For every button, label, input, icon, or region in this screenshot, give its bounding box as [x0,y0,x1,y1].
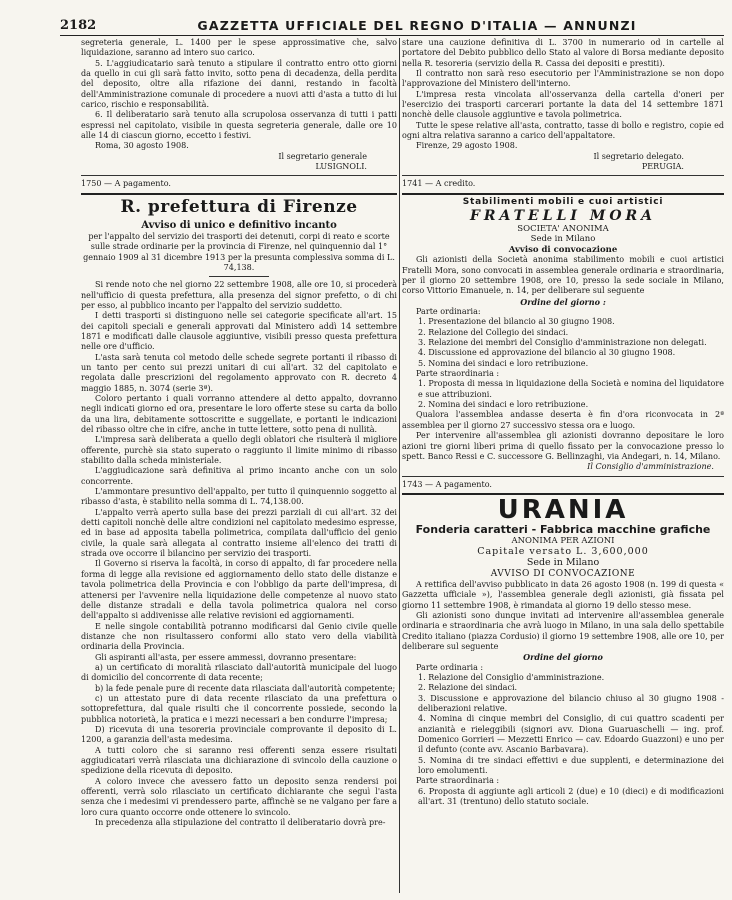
right-intro-para-1: Il contratto non sarà reso esecutorio per l'Amministrazione se non dopo l'approvazione del Ministero dell'interno. [402,69,724,89]
body-para: c) un attestato pure di data recente rilasciato da una prefettura o sottoprefettura, dal quale risulti che il concorrente possiede, secondo la pubblica notorietà, la pratica e i mezzi necessari a ben condurre l'impresa; [81,693,397,724]
body-para: b) la fede penale pure di recente data rilasciata dall'autorità competente; [95,683,396,693]
body-para: A coloro invece che avessero fatto un deposito senza rendersi poi offerenti, verrà solo rilasciato un certificato dichiarante che seguì l'asta senza che i medesimi vi prendessero parte, affinchè se ne valgano per fare a loro cura quanto occorre onde ottenere lo svincolo. [81,776,397,817]
mora-closing: Per intervenire all'assemblea gli azionisti dovranno depositare le loro azioni tre giorni liberi prima di quello fissato per la convocazione presso lo spett. Banco Ressi e C. successore G. Bellinzaghi, via Andegari, n. 14, Milano. [402,431,724,461]
left-signature-role: Il segretario generale [278,151,367,161]
divider [81,175,397,176]
list-item: 3. Discussione e approvazione del bilancio chiuso al 30 giugno 1908 - deliberazioni relative. [418,693,724,713]
right-intro-para-0: stare una cauzione definitiva di L. 3700 in numerario od in cartelle al portatore del Debito pubblico dello Stato al valore di Borsa mediante deposito nella R. tesoreria (servizio della R. Cassa dei depositi e prestiti). [402,38,724,68]
list-item: 2. Nomina dei sindaci e loro retribuzione. [418,400,589,410]
fonderia-subtitle: Fonderia caratteri - Fabbrica macchine grafiche [415,522,711,536]
page-number: 2182 [60,18,97,33]
body-para: A tutti coloro che si saranno resi offerenti senza essere risultati aggiudicatari verrà rilasciata una dichiarazione di svincolo della cauzione o spedizione della ricevuta di deposito. [81,745,397,776]
left-intro-para-0: segreteria generale, L. 1400 per le spese approssimative che, salvo liquidazione, saranno ad intero suo carico. [81,38,397,58]
body-para: Il Governo si riserva la facoltà, in corso di appalto, di far procedere nella forma di legge alla revisione ed aggiornamento dello stato delle distanze e tavola polimetrica della Provincia e con l'obbligo da parte dell'impresa, di attenersi per l'avvenire nella liquidazione delle competenze al nuovo stato delle distanze stradali e della tavola polimetrica qualora nel corso dell'appalto si addivenisse alle relative revisioni ed aggiornamenti. [81,559,397,621]
mora-para: Gli azionisti della Società anonima stabilimento mobili e cuoi artistici Fratelli Mora, sono convocati in assemblea generale ordinaria e straordinaria, per il giorno 20 settembre 1908, ore 10, presso la sede sociale in Milano, corso Vittorio Emanuele, n. 14, per deliberare sul seguente [402,255,724,296]
list-item: 5. Nomina di tre sindaci effettivi e due supplenti, e determinazione dei loro emolumenti. [418,755,724,776]
list-item: 1. Relazione del Consiglio d'amministrazione. [418,672,605,682]
body-para: D) ricevuta di una tesoreria provinciale comprovante il deposito di L. 1200, a garanzia dell'asta medesima. [81,724,397,745]
right-note-2 [402,480,724,490]
body-para: L'impresa sarà deliberata a quello degli oblatori che risulterà il migliore offerente, purchè sia stato superato o raggiunto il limite minimo di ribasso stabilito dalla scheda ministeriale. [81,435,397,466]
right-intro-para-3: Tutte le spese relative all'asta, contratto, tasse di bollo e registro, copie ed ogni altra relativa saranno a carico dell'appaltatore. [402,120,724,141]
note-number: 1743 [402,479,423,489]
left-signature-name: LUSIGNOLI. [315,162,367,172]
prefettura-title: R. prefettura di Firenze [120,196,358,217]
avviso-subtitle: per l'appalto del servizio dei trasporti dei detenuti, corpi di reato e scorte sulle strade ordinarie per la provincia di Firenze, nel quinquennio dal 1° gennaio 1909 al 31 dicembre 1913 per la presunta complessiva somma di L. 74,138. [83,231,395,272]
divider [402,175,724,176]
body-para: Si rende noto che nel giorno 22 settembre 1908, alle ore 10, si procederà nell'ufficio di questa prefettura, alla presenza del signor prefetto, o di chi per esso, al pubblico incanto per l'appalto del servizio suddetto. [81,280,397,310]
body-para: I detti trasporti si distinguono nelle sei categorie specificate all'art. 15 dei capitoli speciali e generali approvati dal Ministero addì 14 settembre 1871 e modificati dalle clausole aggiuntive, visibili presso questa prefettura nelle ore d'ufficio. [81,311,397,352]
mora-str-list [402,379,724,410]
left-intro-para-2: 6. Il deliberatario sarà tenuto alla scrupolosa osservanza di tutti i patti espressi nel capitolato, visibile in questa segreteria generale, dalle ore 10 alle 14 di ciascun giorno, eccetto i festivi. [81,110,397,141]
body-para: Gli aspiranti all'asta, per essere ammessi, dovranno presentare: [95,652,357,662]
list-item: 4. Nomina di cinque membri del Consiglio, di cui quattro scadenti per anzianità e rieleggibili (signori avv. Diona Guaruaschelli — ing. prof. Domenico Gorrieri — Mezzetti Enrico — cav. Edoardo Guazzoni) e uno per il defunto (conte avv. Ascanio Barbavara). [418,714,724,755]
note-text: — A pagamento. [104,179,171,189]
left-note [81,179,397,189]
right-signature-name: PERUGIA. [641,162,684,172]
short-divider [209,276,269,277]
ur-sede: Sede in Milano [526,557,600,569]
ur-ord-title: Ordine del giorno [523,652,603,663]
list-item: 1. Proposta di messa in liquidazione della Società e nomina del liquidatore e sue attribuzioni. [418,379,724,399]
ur-avviso: AVVISO DI CONVOCAZIONE [490,568,636,579]
page-header [60,14,724,36]
mora-soc: SOCIETA' ANONIMA [517,223,609,234]
mora-ordinaria: Parte ordinaria: [416,307,481,317]
mora-sede: Sede in Milano [530,234,596,245]
column-divider [399,38,400,893]
right-note [402,179,724,189]
ur-str-list [402,787,724,808]
list-item: 1. Presentazione del bilancio al 30 giugno 1908. [418,317,615,327]
list-item: 2. Relazione del Collegio dei sindaci. [418,327,569,337]
body-para: In precedenza alla stipulazione del contratto il deliberatario dovrà pre- [95,818,386,828]
divider [402,476,724,477]
note-number: 1750 [81,179,102,189]
mora-name: FRATELLI MORA [469,207,657,224]
left-date-line: Roma, 30 agosto 1908. [95,141,189,151]
capitale: Capitale versato L. 3,600,000 [477,546,649,558]
ur-para: A rettifica dell'avviso pubblicato in data 26 agosto 1908 (n. 199 di questa « Gazzetta ufficiale »), l'assemblea generale degli azionisti, già fissata pel giorno 11 settembre 1908, è rimandata al giorno 19 dello stesso mese. [402,579,724,610]
left-column [81,38,397,893]
body-para: L'appalto verrà aperto sulla base dei prezzi parziali di cui all'art. 32 dei detti capitoli nonchè delle altre condizioni nel capitolato medesimo espresse, ed in base ad apposita tabella polimetrica, compilata dall'ufficio del genio civile, la quale sarà allegata al contratto insieme all'elenco dei tratti di strada ove occorre il bilancino per servizio dei trasporti. [81,507,397,559]
body-para: Coloro pertanto i quali vorranno attendere al detto appalto, dovranno negli indicati giorno ed ora, presentare le loro offerte stese su carta da bollo da una lira, debitamente sottoscritte e suggellate, e portanti le indicazioni del ribasso oltre che in cifre, anche in tutte lettere, sotto pena di nullità. [81,393,397,434]
body-para: a) un certificato di moralità rilasciato dall'autorità municipale del luogo di domicilio del concorrente di data recente; [81,662,397,683]
right-column [402,38,724,893]
avviso-title: Avviso di unico e definitivo incanto [141,219,337,231]
ur-ordinaria: Parte ordinaria : [416,662,484,672]
divider [81,193,397,195]
mora-heading: Stabilimenti mobili e cuoi artistici [462,196,664,207]
right-date-line: Firenze, 29 agosto 1908. [416,141,518,151]
body-para: E nelle singole contabilità potranno modificarsi dal Genio civile quelle distanze che non risultassero conformi allo stato vero della viabilità ordinaria della Provincia. [81,621,397,652]
list-item: 5. Nomina dei sindaci e loro retribuzione. [418,358,589,368]
gazette-title: GAZZETTA UFFICIALE DEL REGNO D'ITALIA — ANNUNZI [197,18,637,33]
left-intro-para-1: 5. L'aggiudicatario sarà tenuto a stipulare il contratto entro otto giorni da quello in cui gli sarà fatto invito, sotto pena di decadenza, della perdita del deposito, oltre alla rifazione dei danni, restando in facoltà dell'Amministrazione comunale di procedere a nuovi atti d'asta a tutto di lui carico, rischio e responsabilità. [81,58,397,110]
list-item: 3. Relazione dei membri del Consiglio d'amministrazione non delegati. [418,338,707,348]
mora-signature: Il Consiglio d'amministrazione. [587,462,714,472]
list-item: 2. Relazione dei sindaci. [418,683,518,693]
anonima: ANONIMA PER AZIONI [511,535,615,546]
mora-ord-list [402,317,724,369]
mora-closing: Qualora l'assemblea andasse deserta è fin d'ora riconvocata in 2ª assemblea per il giorno 27 successivo stessa ora e luogo. [402,410,724,430]
note-text: — A credito. [425,179,476,189]
ur-ord-list [402,673,724,776]
mora-avviso: Avviso di convocazione [508,244,618,255]
right-signature-role: Il segretario delegato. [593,151,684,161]
urania-title: URANIA [497,494,629,525]
divider [402,193,724,195]
body-para: L'aggiudicazione sarà definitiva al primo incanto anche con un solo concorrente. [81,466,397,486]
list-item: 4. Discussione ed approvazione del bilancio al 30 giugno 1908. [418,348,676,358]
body-para: L'ammontare presuntivo dell'appalto, per tutto il quinquennio soggetto al ribasso d'asta, è stabilito nella somma di L. 74,138.00. [81,487,397,507]
right-intro-para-2: L'impresa resta vincolata all'osservanza della cartella d'oneri per l'esercizio dei trasporti carcerari portante la data del 14 settembre 1871 nonchè delle clausole aggiuntive e tavola polimetrica. [402,89,724,120]
list-item: 6. Proposta di aggiunte agli articoli 2 (due) e 10 (dieci) e di modificazioni all'art. 31 (trentuno) dello statuto sociale. [418,786,724,807]
ur-para: Gli azionisti sono dunque invitati ad intervenire all'assemblea generale ordinaria e straordinaria che avrà luogo in Milano, in una sala dello spettabile Credito italiano (piazza Cordusio) il giorno 19 settembre 1908, alle ore 10, per deliberare sul seguente [402,610,724,651]
note-number: 1741 [402,179,423,189]
mora-straordinaria: Parte straordinaria : [416,369,500,379]
mora-ord-title: Ordine del giorno : [520,296,606,307]
ur-straordinaria: Parte straordinaria : [416,776,500,786]
body-para: L'asta sarà tenuta col metodo delle schede segrete portanti il ribasso di un tanto per cento sui prezzi unitari di cui all'art. 32 del capitolato e regolata dalle prescrizioni del regolamento approvato con R. decreto 4 maggio 1885, n. 3074 (serie 3ª). [81,352,397,393]
note-text: — A pagamento. [425,479,492,489]
